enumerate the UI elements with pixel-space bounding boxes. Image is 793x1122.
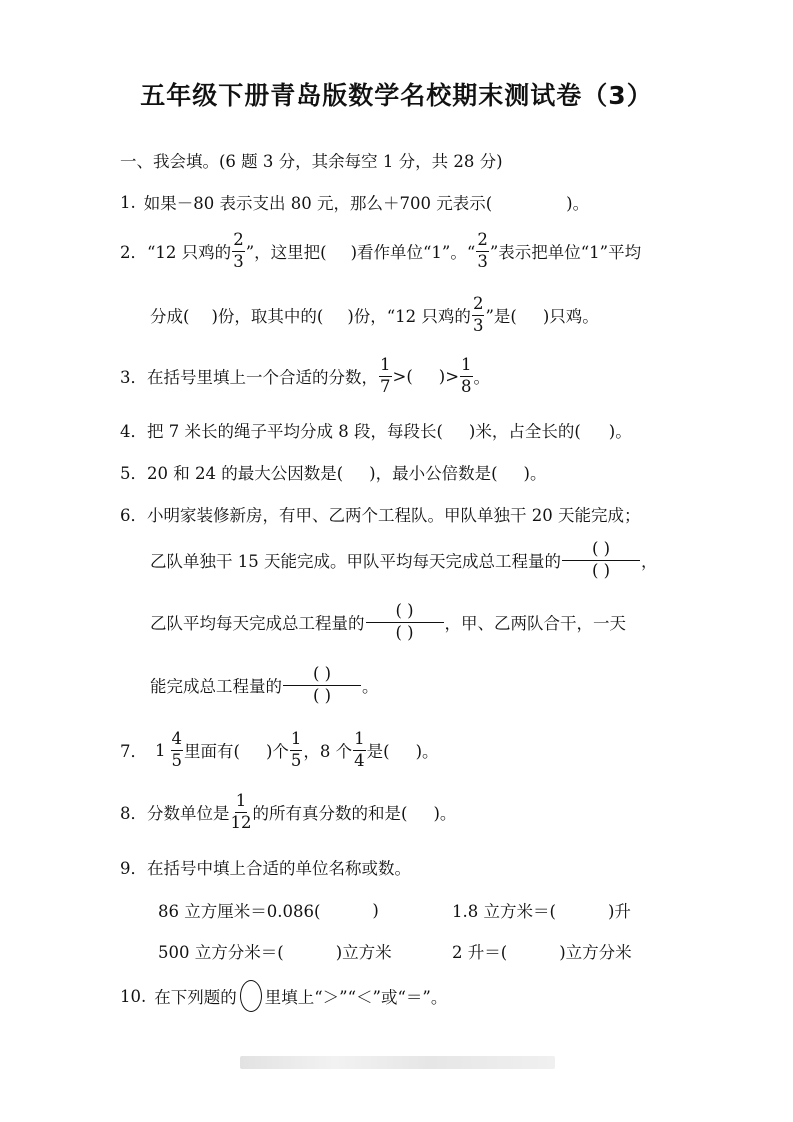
question-number: 9． [120, 859, 147, 878]
question-4: 4． 把 7 米长的绳子平均分成 8 段，每段长( )米，占全长的( )。 [120, 418, 632, 442]
fraction: $\frac{1}{7}$ [380, 355, 391, 396]
question-9-a: 86 立方厘米＝0.086( ) [158, 900, 379, 921]
question-2-continued: 分成( )份，取其中的( )份，“12 只鸡的 $\frac{2}{3}$ ”是( )只鸡。 [150, 294, 599, 335]
question-1: 1. 如果－80 表示支出 80 元，那么＋700 元表示( )。 [120, 192, 590, 213]
fraction: $\frac{1}{12}$ [230, 791, 252, 832]
page-title: 五年级下册青岛版数学名校期末测试卷（3） [140, 81, 653, 110]
question-6-line-3: 乙队平均每天完成总工程量的 $\frac{( )}{( )}$ ，甲、乙两队合干，一天 [150, 601, 626, 642]
question-number: 1. [120, 192, 136, 212]
fraction-blank[interactable]: $\frac{( )}{( )}$ [366, 603, 444, 641]
question-9-c: 500 立方分米＝( )立方米 [158, 943, 392, 962]
question-number: 8． [120, 804, 147, 823]
fraction: $\frac{1}{4}$ [354, 729, 365, 770]
question-7: 7． 1 $\frac{4}{5}$ 里面有( )个 $\frac{1}{5}$ ，8 个 $\frac{1}{4}$ 是( )。 [120, 729, 439, 770]
question-9-d: 2 升＝( )立方分米 [452, 943, 632, 962]
fraction: $\frac{2}{3}$ [477, 230, 488, 271]
fraction-blank[interactable]: $\frac{( )}{( )}$ [562, 541, 640, 579]
question-8: 8． 分数单位是 $\frac{1}{12}$ 的所有真分数的和是( )。 [120, 791, 457, 832]
question-6: 6． 小明家装修新房，有甲、乙两个工程队。甲队单独干 20 天能完成； [120, 502, 641, 526]
question-number: 6． [120, 506, 147, 525]
question-9: 9． 在括号中填上合适的单位名称或数。 [120, 855, 411, 879]
question-number: 10. [120, 986, 147, 1006]
question-5: 5． 20 和 24 的最大公因数是( )，最小公倍数是( )。 [120, 460, 546, 484]
question-9-b: 1.8 立方米＝( )升 [452, 902, 631, 921]
blurred-footer-watermark [240, 1056, 555, 1069]
question-10: 10. 在下列题的 里填上“＞”“＜”或“＝”。 [120, 980, 447, 1012]
question-6-line-4: 能完成总工程量的 $\frac{( )}{( )}$ 。 [150, 664, 379, 705]
question-3: 3． 在括号里填上一个合适的分数， $\frac{1}{7}$ >( )> $\frac{1}{8}$ 。 [120, 355, 491, 396]
question-number: 4． [120, 422, 147, 441]
fraction: $\frac{2}{3}$ [472, 294, 484, 335]
question-number: 5． [120, 464, 147, 483]
fraction: $\frac{2}{3}$ [233, 230, 244, 271]
fraction-blank[interactable]: $\frac{( )}{( )}$ [283, 666, 361, 704]
question-6-line-2: 乙队单独干 15 天能完成。甲队平均每天完成总工程量的 $\frac{( )}{( )}$ ， [150, 539, 658, 580]
question-number: 3． [120, 368, 147, 387]
section-heading: 一、我会填。(6 题 3 分，其余每空 1 分，共 28 分) [120, 152, 503, 171]
question-number: 7． [120, 742, 147, 761]
fraction: $\frac{1}{8}$ [461, 355, 472, 396]
question-2: 2． “12 只鸡的 $\frac{2}{3}$ ”，这里把( )看作单位“1”。“ $\frac{2}{3}$ ”表示把单位“1”平均 [120, 230, 642, 271]
question-number: 2． [120, 243, 147, 262]
fraction: $\frac{1}{5}$ [290, 729, 302, 770]
mixed-fraction: $\frac{4}{5}$ [171, 729, 182, 770]
comparison-circle[interactable] [240, 980, 262, 1012]
